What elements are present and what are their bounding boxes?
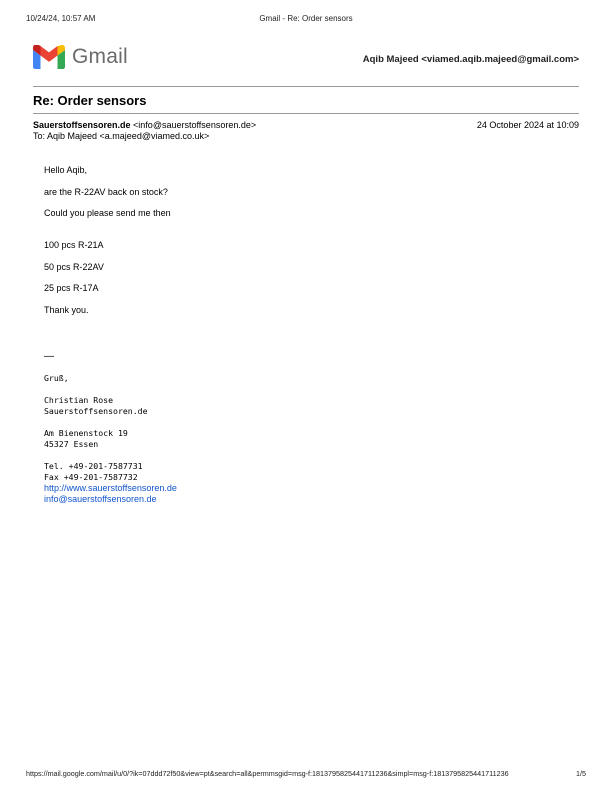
gmail-logo-icon bbox=[33, 45, 65, 69]
email-signature bbox=[44, 353, 177, 505]
signature-tel: Tel. +49-201-7587731 bbox=[44, 461, 143, 471]
body-greeting: Hello Aqib, bbox=[44, 165, 88, 175]
print-title: Gmail - Re: Order sensors bbox=[259, 14, 353, 23]
email-subject: Re: Order sensors bbox=[33, 93, 147, 108]
sender-address: <info@sauerstoffsensoren.de> bbox=[133, 120, 257, 130]
body-line: Could you please send me then bbox=[44, 208, 171, 219]
sender-name: Sauerstoffsensoren.de bbox=[33, 120, 131, 130]
email-from bbox=[33, 120, 256, 130]
order-item: 25 pcs R-17A bbox=[44, 283, 99, 294]
signature-name: Christian Rose bbox=[44, 395, 114, 405]
gmail-brand bbox=[33, 44, 128, 70]
print-footer-url: https://mail.google.com/mail/u/0/?ik=07ddd72f50&view=pt&search=all&permmsgid=msg-f:1813795825441711236&simpl=msg-f:1813795825441711236 bbox=[26, 769, 509, 778]
signature-street: Am Bienenstock 19 bbox=[44, 428, 128, 438]
order-item: 50 pcs R-22AV bbox=[44, 261, 104, 272]
signature-spacer bbox=[44, 417, 177, 428]
subject-divider bbox=[33, 113, 579, 114]
account-identity: Aqib Majeed <viamed.aqib.majeed@gmail.com> bbox=[362, 54, 579, 65]
signature-city: 45327 Essen bbox=[44, 439, 99, 449]
order-item: 100 pcs R-21A bbox=[44, 240, 104, 251]
body-line: are the R-22AV back on stock? bbox=[44, 186, 168, 197]
signature-email-link[interactable]: info@sauerstoffsensoren.de bbox=[44, 494, 157, 504]
signature-fax: Fax +49-201-7587732 bbox=[44, 472, 138, 482]
signature-separator: — bbox=[44, 351, 54, 362]
signature-company: Sauerstoffsensoren.de bbox=[44, 406, 148, 416]
gmail-wordmark: Gmail bbox=[72, 45, 128, 68]
body-closing: Thank you. bbox=[44, 304, 89, 315]
print-header bbox=[0, 14, 612, 26]
email-to: To: Aqib Majeed <a.majeed@viamed.co.uk> bbox=[33, 131, 210, 141]
header-divider bbox=[33, 86, 579, 87]
email-body bbox=[44, 165, 564, 327]
signature-spacer bbox=[44, 450, 177, 461]
email-date: 24 October 2024 at 10:09 bbox=[476, 120, 579, 130]
print-datetime: 10/24/24, 10:57 AM bbox=[26, 14, 96, 23]
signature-spacer bbox=[44, 384, 177, 395]
print-page-number: 1/5 bbox=[576, 769, 586, 778]
signature-salutation: Gruß, bbox=[44, 373, 69, 383]
signature-website-link[interactable]: http://www.sauerstoffsensoren.de bbox=[44, 483, 177, 493]
